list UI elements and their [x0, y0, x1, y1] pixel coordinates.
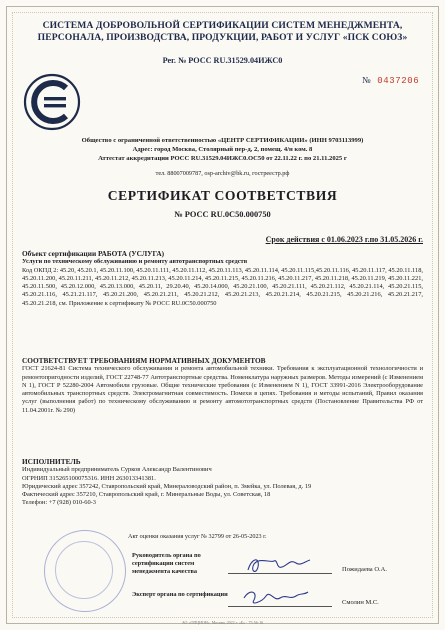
printer-footer: АО «ОПЦИОН», Москва, 2022 г. «Б» · 75·56·16 [181, 620, 264, 625]
executor-line-4: Фактический адрес 357210, Ставропольский край, г. Минеральные Воды, ул. Советская, 18 [22, 491, 271, 499]
registration-number: Рег. № РОСС RU.31529.04ИЖС0 [162, 56, 283, 65]
blank-number [362, 75, 419, 86]
org-line-1: Общество с ограниченной ответственностью «ЦЕНТР СЕРТИФИКАЦИИ» (ИНН 9703113999) [81, 137, 364, 144]
executor-line-2: ОГРНИП 315265100075316. ИНН 263013341381. [22, 474, 156, 482]
object-section [22, 250, 423, 308]
certificate-number: № РОСС RU.0С50.000750 [174, 210, 271, 219]
executor-line-5: Телефон: +7 (928) 010-60-3 [22, 499, 96, 507]
requirements-section [22, 357, 423, 415]
executor-line-1: Индивидуальный предприниматель Сурков Александр Валентинович [22, 466, 212, 474]
signatory-2-name: Смолин М.С. [342, 599, 379, 606]
validity-period: Срок действия с 01.06.2023 г.по 31.05.2026 г. [265, 235, 423, 244]
round-seal-icon [44, 530, 126, 612]
org-line-2: Адрес: город Москва, Столярный пер-д, 2, помещ. 4/н ком. 8 [132, 145, 313, 153]
signatory-1-role: Руководитель органа по сертификации систем менеджмента качества [132, 552, 201, 575]
blank-number-label: № [362, 75, 372, 85]
certificate-title: СЕРТИФИКАТ СООТВЕТСТВИЯ [107, 188, 338, 203]
psk-logo-icon [22, 72, 82, 132]
object-codes: Код ОКПД 2: 45.20, 45.20.1, 45.20.11.100, 45.20.11.111, 45.20.11.112, 45.20.11.113, 45.20.11.114, 45.20.11.115,45.20.11.116, 45.20.11.117, 45.20.11.118, 45.20.11.200, 45.20.11.211, 45.20.11.212, 45.20.11.213, 45.20.11.214, 45.20.11.215, 45.20.11.216, 45.20.11.217, 45.20.11.218, 45.20.11.219, 45.20.11.221, 45.20.11.500, 45.20.12.000, 45.20.13.000, 45.20.11, 29.20.40, 45.20.14.000, 45.20.21.100, 45.20.21.111, 45.20.21.112, 45.20.21.114, 45.20.21.115, 45.20.21.116, 45.21.21.117, 45.20.21.200, 45.20.21.211, 45.20.21.212, 45.20.21.213, 45.20.21.214, 45.20.21.215, 45.20.21.216, 45.20.21.217, 45.20.21.218, см. Приложение к сертификату № РОСС RU.0С50.000750 [22, 266, 424, 307]
object-heading: Объект сертификации РАБОТА (УСЛУГА) [22, 249, 165, 258]
contacts: тел. 88007009787, osp-archiv@bk.ru, гостреестр.рф [155, 170, 290, 177]
assessment-act: Акт оценки оказания услуг № 32799 от 26-05-2023 г. [128, 533, 267, 540]
certification-body [20, 137, 425, 163]
executor-line-3: Юридический адрес 357242, Ставропольский край, Минераловодский район, п. Змейка, ул. Полевая, д. 19 [22, 482, 312, 490]
object-title: Услуги по техническому обслуживанию и ремонту автотранспортных средств [22, 258, 248, 266]
blank-number-value: 0437206 [377, 76, 420, 86]
executor-heading: ИСПОЛНИТЕЛЬ [22, 457, 81, 466]
signatory-2-role: Эксперт органа по сертификации [132, 591, 228, 598]
signature-1-icon [244, 553, 314, 577]
requirements-text: ГОСТ 21624-81 Система технического обслуживания и ремонта автомобильной техники. Требования к эксплуатационной технологичности и ремонтопригодности изделий, ГОСТ 22748-77 Автотранспортные средства. Номенклатура наружных размеров. Методы измерений (с Изменением N 1), ГОСТ Р 52280-2004 Автомобили грузовые. Общие технические требования (с Изменением N 1), ГОСТ 33991-2016 Электрооборудование автомобильных транспортных средств. Электромагнитная совместимость. Помехи в цепях. Требования и методы испытаний, Правил оказания услуг (выполнения работ) по техническому обслуживанию и ремонту автомототранспортных средств (Постановление Правительства РФ от 11.04.2001г. № 290) [22, 365, 423, 414]
signatory-1-name: Пожидаева О.А. [342, 566, 387, 573]
signature-2-icon [240, 584, 312, 608]
executor-section [22, 458, 423, 508]
org-line-3: Аттестат аккредитации РОСС RU.31529.04ИЖС0.ОС50 от 22.11.22 г. по 21.11.2025 г [98, 154, 347, 162]
system-name: СИСТЕМА ДОБРОВОЛЬНОЙ СЕРТИФИКАЦИИ СИСТЕМ МЕНЕДЖМЕНТА, ПЕРСОНАЛА, ПРОИЗВОДСТВА, ПРОДУКЦИИ, РАБОТ И УСЛУГ «ПСК СОЮЗ» [37, 20, 408, 43]
requirements-heading: СООТВЕТСТВУЕТ ТРЕБОВАНИЯМ НОРМАТИВНЫХ ДОКУМЕНТОВ [22, 356, 266, 365]
